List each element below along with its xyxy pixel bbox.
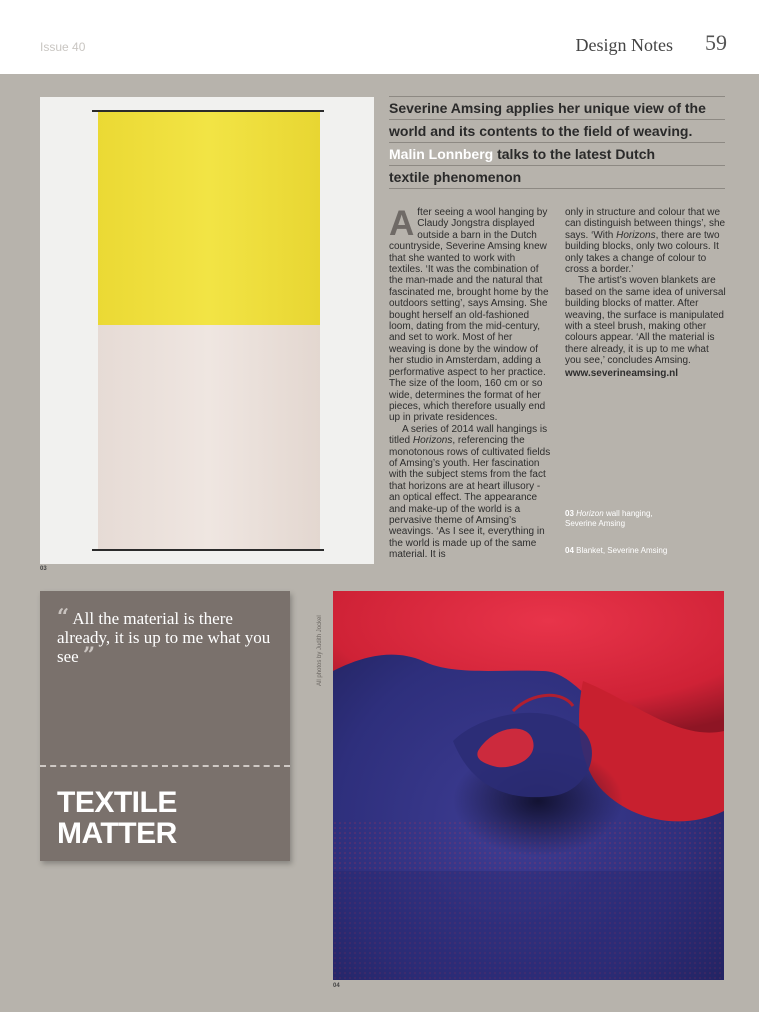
paragraph-text: fter seeing a wool hanging by Claudy Jongstra displayed outside a barn in the Dutch countryside, Severine Amsing knew that she wanted to work with textiles. ‘It was the combination of the man-made and the natural that fascinated me, brought home by the outdoors setting’, says Amsing. She bought herself an old-fashioned loom, dating from the mid-century, and set to work. Most of her weaving is done by the window of her studio in Amsterdam, adding a performative aspect to her practice. The size of the loom, 160 cm or so wide, determines the format of her pieces, which therefore usually end up in private residences. bbox=[389, 207, 549, 424]
caption-text: Blanket, Severine Amsing bbox=[573, 546, 668, 555]
caption-number: 03 bbox=[565, 509, 574, 518]
caption-number: 04 bbox=[565, 546, 574, 555]
caption-04 bbox=[565, 546, 675, 556]
work-title: Horizons bbox=[616, 229, 656, 241]
standfirst-line-2: world and its contents to the field of weaving. bbox=[389, 120, 725, 143]
article-title bbox=[57, 787, 177, 849]
caption-work-title: Horizon bbox=[576, 509, 604, 518]
hanging-rod-bottom bbox=[92, 549, 324, 551]
work-title: Horizons bbox=[412, 435, 453, 447]
body-paragraph: The artist’s woven blankets are based on the same idea of universal building blocks of matter. After weaving, the surface is manipulated with a steel brush, making other colours appear. ‘All the material is there already, it is up to me what you see,’ concludes Amsing. bbox=[565, 275, 726, 367]
section-title: Design Notes bbox=[575, 35, 673, 55]
open-quote-icon: “ bbox=[57, 604, 70, 629]
caption-03 bbox=[565, 509, 675, 529]
blanket-photo bbox=[333, 591, 724, 980]
figure-number-04: 04 bbox=[333, 983, 340, 989]
pull-quote-box bbox=[40, 591, 290, 861]
pull-quote bbox=[57, 604, 272, 667]
drop-cap: A bbox=[389, 204, 415, 243]
body-column-1 bbox=[389, 204, 551, 561]
standfirst-line-3 bbox=[389, 143, 725, 166]
standfirst-line-1: Severine Amsing applies her unique view of the bbox=[389, 96, 725, 120]
pull-quote-text: All the material is there already, it is up to me what you see bbox=[57, 609, 271, 666]
paragraph-text: A series of 2014 wall hangings is titled bbox=[389, 423, 548, 447]
yellow-fabric-panel bbox=[98, 112, 320, 325]
horizon-wall-hanging-photo bbox=[40, 97, 374, 564]
standfirst bbox=[389, 96, 725, 189]
caption-text: wall hanging, Severine Amsing bbox=[565, 509, 653, 528]
paragraph-text: , there are two building blocks, only two colours. It only takes a change of colour to cross a border.’ bbox=[565, 229, 720, 276]
page-number: 59 bbox=[705, 30, 727, 55]
article-title-line-2: MATTER bbox=[57, 817, 177, 850]
close-quote-icon: ” bbox=[82, 642, 96, 667]
paragraph-text: only in structure and colour that we can distinguish between things’, she says. ‘With bbox=[565, 207, 726, 241]
pink-fabric-panel bbox=[98, 325, 320, 550]
paragraph-text: , referencing the monotonous rows of cultivated fields of Amsing’s youth. Her fascination with the subject stems from the fact that horizons are at heart illusory - an optical effect. The appearance and make-up of the world is a pervasive theme of Amsing’s weavings. ‘As I see it, everything in the world is made up of the same material. It is bbox=[389, 435, 551, 561]
body-paragraph bbox=[389, 424, 551, 561]
body-paragraph bbox=[389, 204, 551, 424]
body-column-2 bbox=[565, 207, 727, 379]
photo-credit bbox=[316, 591, 328, 686]
website-link[interactable]: www.severineamsing.nl bbox=[565, 367, 679, 379]
article-title-line-1: TEXTILE bbox=[57, 786, 177, 819]
photo-credit-text: All photos by Judith Jockel bbox=[317, 615, 323, 686]
issue-label: Issue 40 bbox=[40, 40, 86, 54]
author-name: Malin Lonnberg bbox=[389, 146, 494, 162]
figure-number-03: 03 bbox=[40, 566, 47, 572]
page-header bbox=[0, 0, 759, 74]
dashed-divider bbox=[40, 765, 290, 767]
standfirst-line-4: textile phenomenon bbox=[389, 166, 725, 189]
body-paragraph bbox=[565, 207, 727, 275]
blanket-image bbox=[333, 591, 724, 980]
standfirst-line-3-rest: talks to the latest Dutch bbox=[493, 146, 656, 162]
